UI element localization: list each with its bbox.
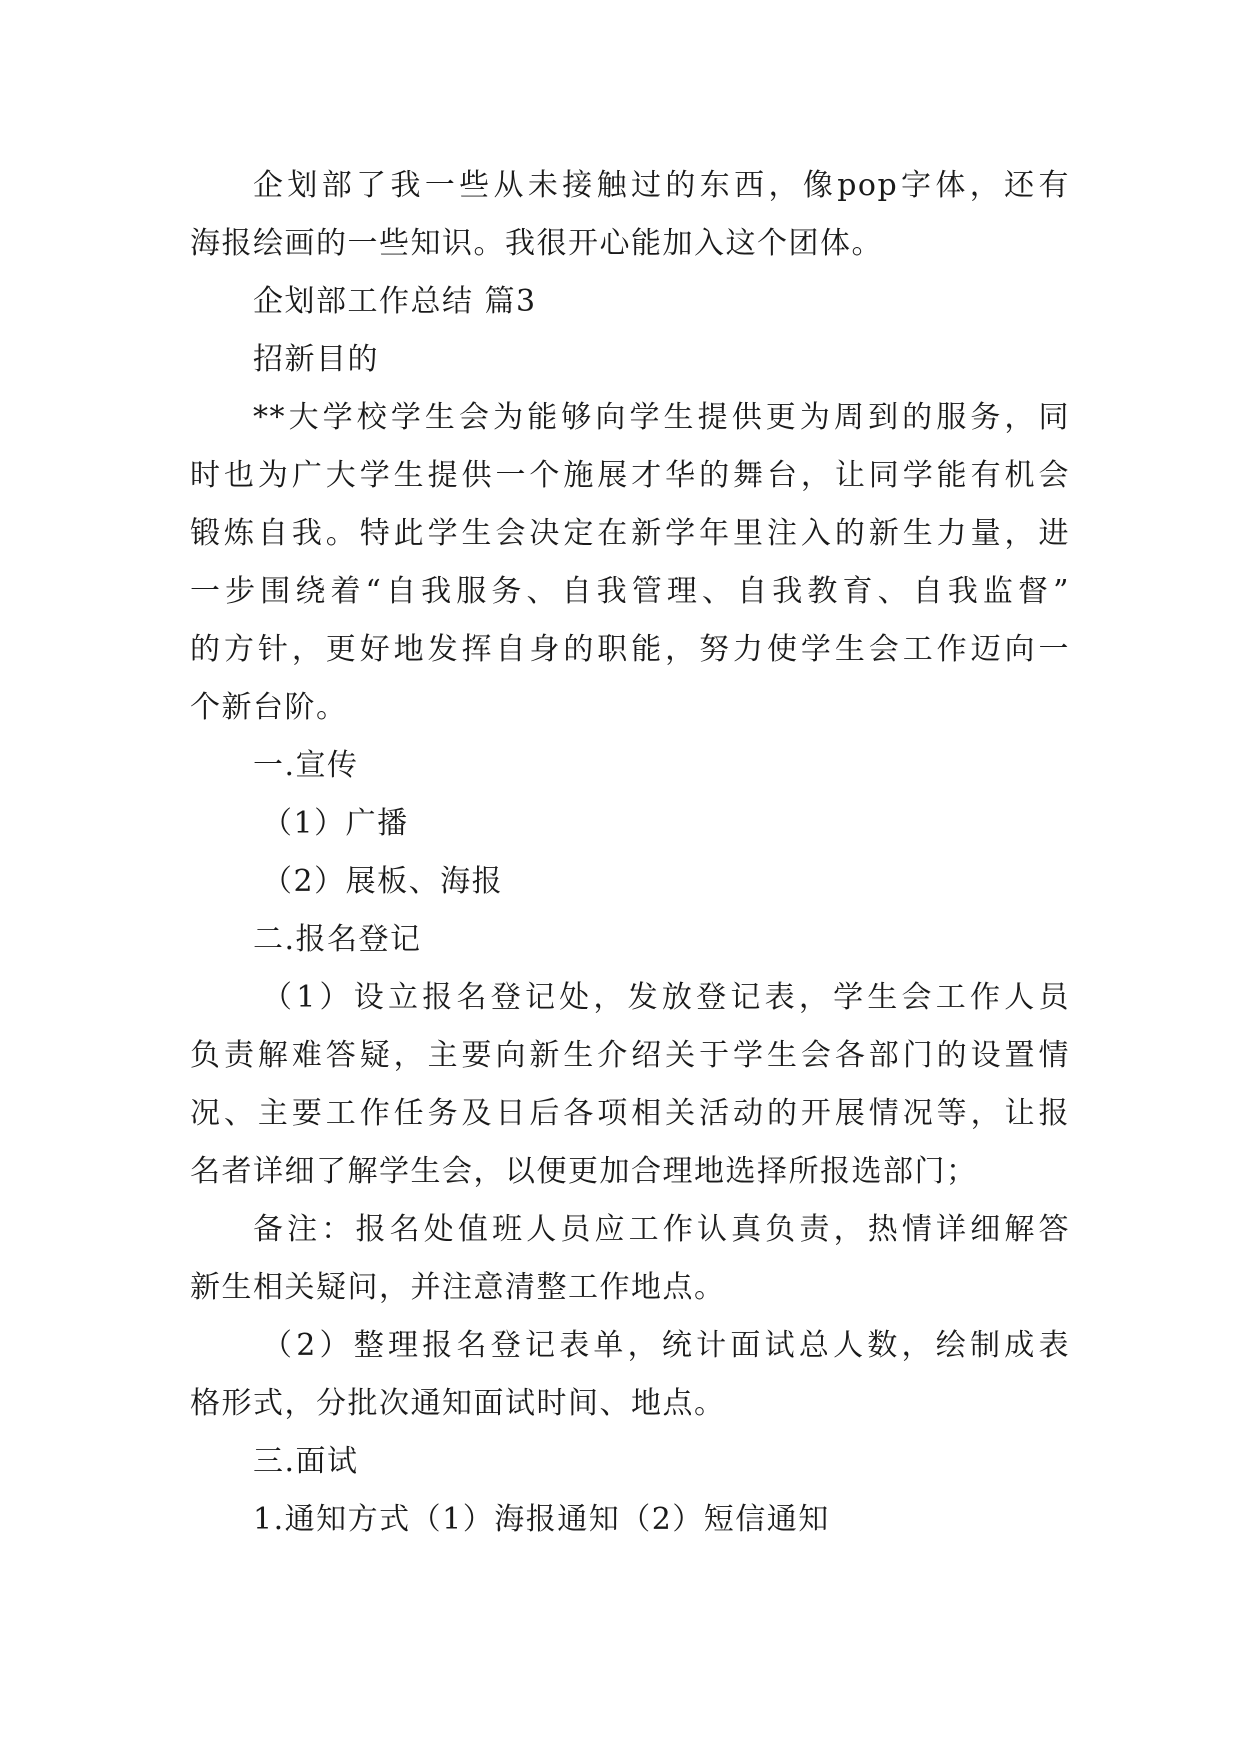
paragraph-line: （2）整理报名登记表单，统计面试总人数，绘制成表 (262, 1328, 1070, 1363)
paragraph-line: 一步围绕着“自我服务、自我管理、自我教育、自我监督” (190, 574, 1070, 609)
paragraph-line: 个新台阶。 (190, 690, 348, 725)
paragraph-line: 海报绘画的一些知识。我很开心能加入这个团体。 (190, 226, 883, 261)
list-item: （2）展板、海报 (262, 864, 504, 899)
paragraph-line: 时也为广大学生提供一个施展才华的舞台，让同学能有机会 (190, 458, 1070, 493)
paragraph-line: 名者详细了解学生会，以便更加合理地选择所报选部门； (190, 1154, 978, 1189)
paragraph-line: 况、主要工作任务及日后各项相关活动的开展情况等，让报 (190, 1096, 1070, 1131)
paragraph-line: 备注：报名处值班人员应工作认真负责，热情详细解答 (253, 1212, 1070, 1247)
section-title: 企划部工作总结 篇3 (253, 284, 537, 319)
paragraph-line: **大学校学生会为能够向学生提供更为周到的服务，同 (253, 400, 1070, 435)
paragraph-line: 负责解难答疑，主要向新生介绍关于学生会各部门的设置情 (190, 1038, 1070, 1073)
paragraph-line: （1）设立报名登记处，发放登记表，学生会工作人员 (262, 980, 1070, 1015)
paragraph-line: 企划部了我一些从未接触过的东西，像pop字体，还有 (253, 168, 1070, 203)
section-heading: 一.宣传 (253, 748, 359, 783)
paragraph-line: 格形式，分批次通知面试时间、地点。 (190, 1386, 726, 1421)
paragraph-line: 的方针，更好地发挥自身的职能，努力使学生会工作迈向一 (190, 632, 1070, 667)
section-heading: 三.面试 (253, 1444, 359, 1479)
section-heading: 二.报名登记 (253, 922, 422, 957)
section-heading: 招新目的 (253, 342, 379, 377)
paragraph-line: 锻炼自我。特此学生会决定在新学年里注入的新生力量，进 (190, 516, 1070, 551)
paragraph-line: 新生相关疑问，并注意清整工作地点。 (190, 1270, 726, 1305)
list-item: （1）广播 (262, 806, 409, 841)
list-item: 1.通知方式（1）海报通知（2）短信通知 (253, 1502, 830, 1537)
